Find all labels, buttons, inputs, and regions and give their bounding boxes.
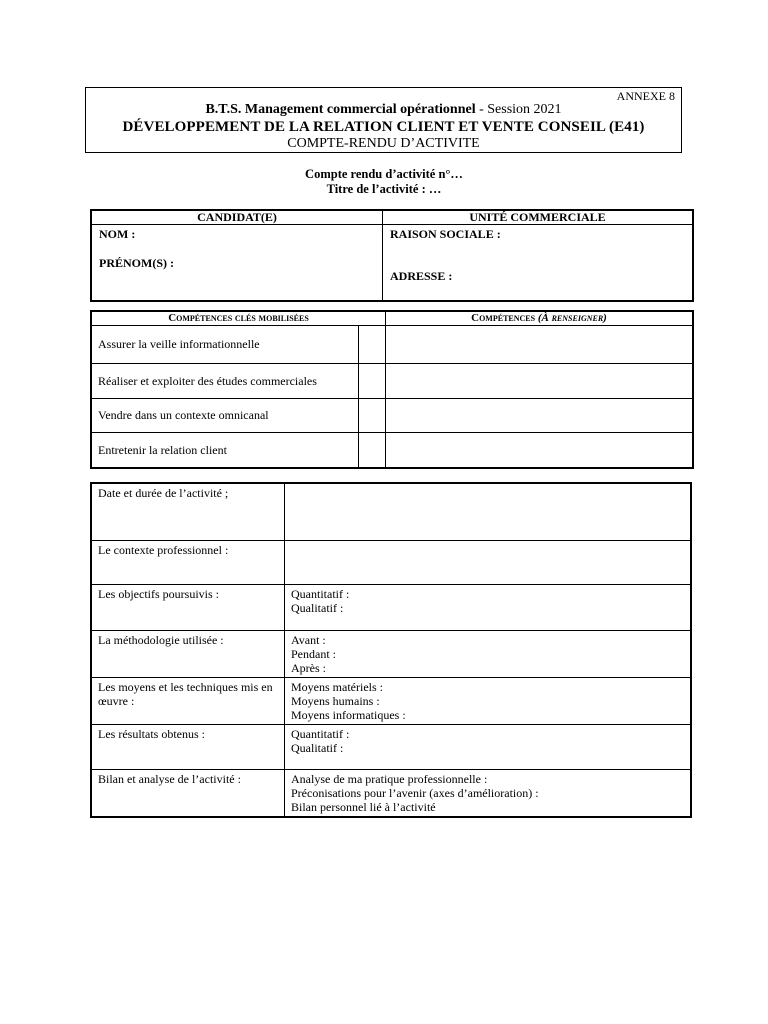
candidate-cell[interactable]: [91, 225, 383, 302]
candidate-table: [90, 209, 694, 302]
activity-row-entry[interactable]: [285, 769, 692, 817]
competences-table: [90, 310, 694, 469]
competence-entry[interactable]: [386, 433, 694, 469]
activity-row-entry[interactable]: [285, 677, 692, 724]
entry-line: Pendant :: [291, 646, 336, 661]
header-title-bold: B.T.S. Management commercial opérationnel: [205, 102, 476, 117]
activity-row-label: Bilan et analyse de l’activité :: [91, 769, 285, 817]
entry-line: Bilan personnel lié à l’activité: [291, 799, 436, 814]
activity-row-label: Les moyens et les techniques mis en œuvre :: [91, 677, 285, 724]
competence-entry[interactable]: [386, 364, 694, 399]
competence-checkbox[interactable]: [359, 399, 386, 433]
header-title-line1: [86, 102, 681, 118]
entry-line: Moyens matériels :: [291, 679, 383, 694]
activity-row-entry[interactable]: [285, 630, 692, 677]
candidate-header: CANDIDAT(E): [91, 210, 383, 225]
adresse-label: ADRESSE :: [390, 269, 453, 283]
activity-row-entry[interactable]: [285, 483, 692, 540]
competence-label: Réaliser et exploiter des études commerciales: [91, 364, 359, 399]
entry-line: Moyens humains :: [291, 693, 380, 708]
competence-checkbox[interactable]: [359, 326, 386, 364]
prenom-label: PRÉNOM(S) :: [99, 256, 174, 270]
activity-row-label: La méthodologie utilisée :: [91, 630, 285, 677]
activity-title: Titre de l’activité : …: [326, 182, 442, 196]
header-title-line2: DÉVELOPPEMENT DE LA RELATION CLIENT ET VENTE CONSEIL (E41): [122, 119, 645, 135]
competence-checkbox[interactable]: [359, 433, 386, 469]
competence-label: Entretenir la relation client: [91, 433, 359, 469]
header-session: - Session 2021: [475, 102, 562, 117]
entry-line: Avant :: [291, 632, 326, 647]
raison-sociale-label: RAISON SOCIALE :: [390, 227, 501, 241]
entry-line: Quantitatif :: [291, 726, 350, 741]
activity-row-label: Date et durée de l’activité ;: [91, 483, 285, 540]
entry-line: Préconisations pour l’avenir (axes d’amélioration) :: [291, 785, 539, 800]
activity-row-label: Les objectifs poursuivis :: [91, 584, 285, 630]
entry-line: Moyens informatiques :: [291, 707, 406, 722]
entry-line: Qualitatif :: [291, 600, 344, 615]
competences-fill-header-b: (À renseigner): [537, 312, 607, 324]
header-title-line3: COMPTE-RENDU D’ACTIVITE: [287, 136, 480, 151]
annexe-label: ANNEXE 8: [616, 89, 675, 103]
header-box: [85, 87, 682, 153]
competences-fill-header-a: Compétences: [471, 312, 538, 324]
entry-line: Qualitatif :: [291, 740, 344, 755]
activity-row-entry[interactable]: [285, 724, 692, 769]
competence-label: Vendre dans un contexte omnicanal: [91, 399, 359, 433]
competence-checkbox[interactable]: [359, 364, 386, 399]
report-number: Compte rendu d’activité n°…: [305, 167, 463, 181]
competences-fill-header: [386, 311, 694, 326]
entry-line: Analyse de ma pratique professionnelle :: [291, 771, 488, 786]
competences-keys-header: Compétences clés mobilisées: [91, 311, 386, 326]
report-subtitle: [0, 167, 768, 197]
competence-entry[interactable]: [386, 399, 694, 433]
activity-row-entry[interactable]: [285, 584, 692, 630]
competence-entry[interactable]: [386, 326, 694, 364]
entry-line: Après :: [291, 660, 326, 675]
activity-row-label: Le contexte professionnel :: [91, 540, 285, 584]
entry-line: Quantitatif :: [291, 586, 350, 601]
activity-row-label: Les résultats obtenus :: [91, 724, 285, 769]
activity-row-entry[interactable]: [285, 540, 692, 584]
activity-table: [90, 482, 692, 818]
unit-cell[interactable]: [383, 225, 694, 302]
nom-label: NOM :: [99, 227, 136, 241]
competence-label: Assurer la veille informationnelle: [91, 326, 359, 364]
unit-header: UNITÉ COMMERCIALE: [383, 210, 694, 225]
